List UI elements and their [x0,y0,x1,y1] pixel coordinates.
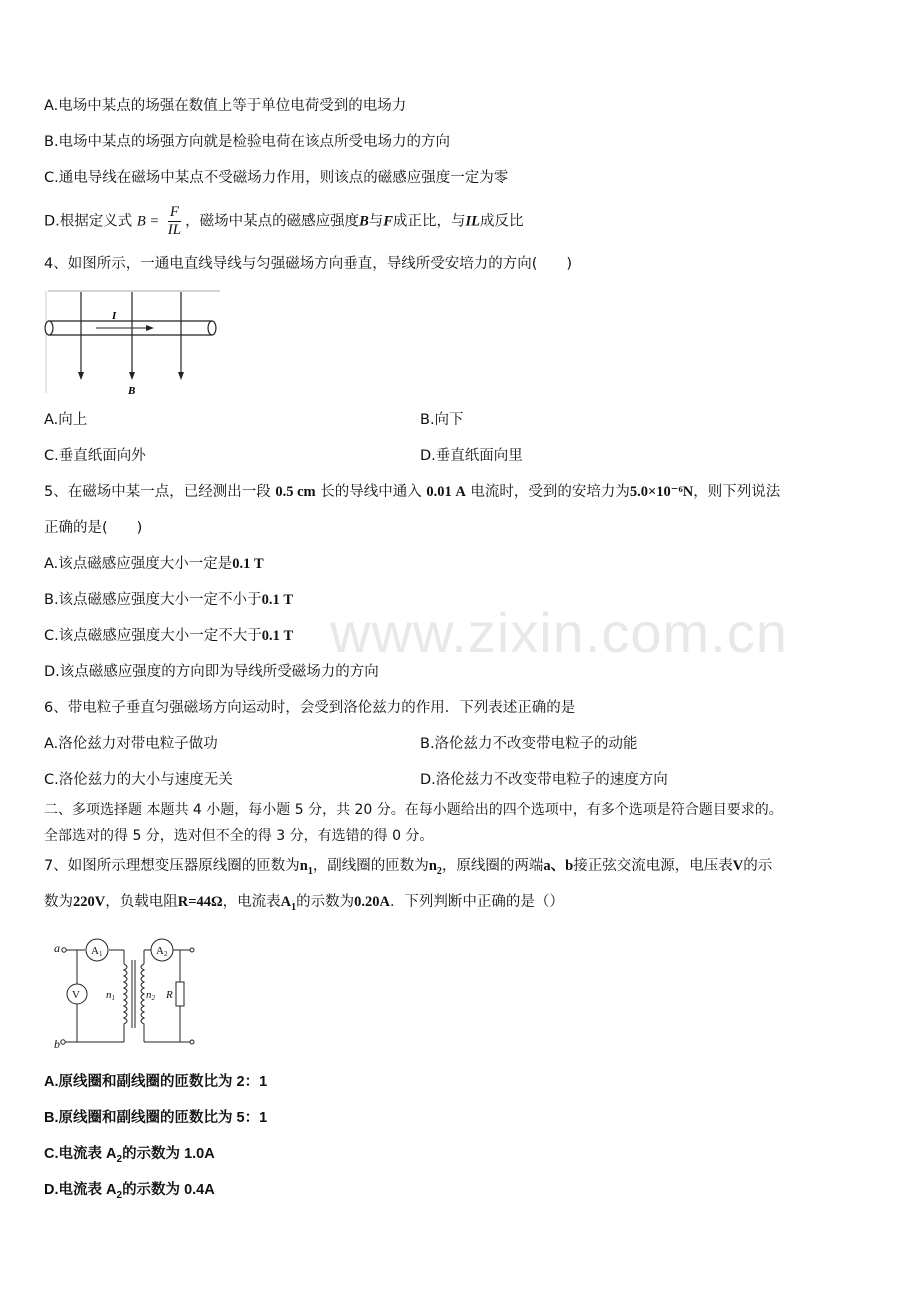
q5-option-d: D.该点磁感应强度的方向即为导线所受磁场力的方向 [44,664,379,680]
label-field: B [128,385,136,397]
q7-d-post: 的示数为 0.4A [122,1182,215,1198]
q7-option-a: A.原线圈和副线圈的匝数比为 2：1 [44,1074,268,1090]
q7-text: ，负载电阻 [105,894,178,910]
label-a2-sub: 2 [163,950,168,958]
q3-option-b: B.电场中某点的场强方向就是检验电荷在该点所受电场力的方向 [44,134,451,150]
q5-c-value: 0.1 T [261,628,294,644]
label-n1-letter: n [106,989,112,1001]
q7-text: 数为 [44,894,73,910]
q5-length: 0.5 cm [275,484,316,500]
q5-stem-line2: 正确的是( ) [44,520,143,536]
q5-a-value: 0.1 T [232,556,264,572]
q5-stem-text: 电流时，受到的安培力为 [470,484,630,500]
label-b: b [54,1037,60,1051]
label-n1 [106,989,115,1002]
q5-stem-text: 5、在磁场中某一点，已经测出一段 [44,484,271,500]
q4-option-b: B.向下 [420,412,464,428]
q7-option-c [44,1144,215,1170]
q7-n1-letter: n [299,858,308,874]
section2-heading-line2: 全部选对的得 5 分，选对但不全的得 3 分，有选错的得 0 分。 [44,828,434,844]
q4-option-c: C.垂直纸面向外 [44,448,146,464]
q3-d-mid1: ，磁场中某点的磁感应强度 [185,213,360,230]
q7-option-d [44,1180,215,1206]
q7-n1-sub: 1 [307,865,313,877]
label-n2-letter: n [146,989,152,1001]
q7-option-b: B.原线圈和副线圈的匝数比为 5：1 [44,1110,268,1126]
q7-v: V [732,858,744,874]
q7-text: ，副线圈的匝数为 [312,858,429,874]
q7-stem-line1 [44,856,772,882]
q7-text: ，原线圈的两端 [441,858,544,874]
q5-b-value: 0.1 T [261,592,293,608]
q5-force: 5.0×10⁻⁶N [629,484,694,500]
q7-d-sub: 2 [116,1189,123,1201]
q7-text: ．下列判断中正确的是（） [389,894,564,910]
label-current: I [112,310,117,322]
terminal-b [61,1040,65,1044]
q5-c-text: C.该点磁感应强度大小一定不大于 [44,628,262,644]
q4-stem: 4、如图所示，一通电直线导线与匀强磁场方向垂直，导线所受安培力的方向( ) [44,256,573,272]
q3-option-d [44,204,523,239]
q3-d-il: IL [465,213,480,230]
q7-c-post: 的示数为 1.0A [122,1146,215,1162]
q4-option-d: D.垂直纸面向里 [420,448,523,464]
q5-stem-text: 长的导线中通入 [320,484,422,500]
q3-d-prefix: D.根据定义式 [44,213,133,230]
q7-n2 [428,858,442,877]
q7-circuit-figure [52,930,202,1052]
label-a2-letter: A [156,945,164,957]
q7-c-sub: 2 [116,1153,123,1165]
q7-ab: a、b [543,858,574,874]
q3-d-mid2: 与 [368,213,384,230]
q7-resistance: R=44Ω [177,894,223,910]
q5-a-text: A.该点磁感应强度大小一定是 [44,556,233,572]
q3-option-a: A.电场中某点的场强在数值上等于单位电荷受到的电场力 [44,98,407,114]
fraction-denominator: IL [167,222,182,238]
q3-option-c: C.通电导线在磁场中某点不受磁场力作用，则该点的磁感应强度一定为零 [44,170,509,186]
q7-text: ，电流表 [222,894,281,910]
fraction-numerator: F [168,204,181,222]
label-n2 [146,989,156,1002]
q5-option-c [44,626,293,646]
q3-d-end: 成反比 [479,213,524,230]
q5-option-a [44,554,264,574]
label-a2 [156,945,168,958]
q3-d-mid3: 成正比，与 [392,213,466,230]
q7-a1-sub: 1 [291,901,297,913]
label-n1-sub: 1 [111,994,115,1002]
q5-option-b [44,590,293,610]
q5-b-text: B.该点磁感应强度大小一定不小于 [44,592,262,608]
q7-a1-letter: A [280,894,292,910]
label-v: V [72,989,80,1001]
q6-option-d: D.洛伦兹力不改变带电粒子的速度方向 [420,772,668,788]
label-a: a [54,941,60,955]
q7-a1 [280,894,297,913]
q5-current: 0.01 A [426,484,466,500]
q6-option-b: B.洛伦兹力不改变带电粒子的动能 [420,736,638,752]
q7-d-pre: D.电流表 A [44,1182,117,1198]
q7-stem-line2 [44,892,564,918]
q7-text: 的示数为 [296,894,355,910]
q7-current: 0.20A [354,894,390,910]
q3-d-f: F [383,213,393,230]
q5-stem-line1 [44,482,780,502]
q3-d-fraction [168,204,181,239]
label-a1 [91,945,103,958]
q3-d-formula-lhs: B = [136,213,160,230]
q4-option-a: A.向上 [44,412,88,428]
q7-voltage: 220V [73,894,106,910]
watermark: www.zixin.com.cn [330,601,788,664]
q7-n1 [299,858,313,877]
label-a1-sub: 1 [98,950,103,958]
label-r: R [166,989,173,1001]
section2-heading-line1: 二、多项选择题 本题共 4 小题，每小题 5 分，共 20 分。在每小题给出的四个选项中，有多个选项是符合题目要求的。 [44,802,783,818]
terminal-a [62,948,66,952]
q4-figure [44,288,224,398]
label-a1-letter: A [91,945,99,957]
q3-d-b: B [359,213,369,230]
q5-stem-text: ，则下列说法 [693,484,781,500]
q6-option-c: C.洛伦兹力的大小与速度无关 [44,772,233,788]
q7-n2-sub: 2 [436,865,442,877]
q6-option-a: A.洛伦兹力对带电粒子做功 [44,736,218,752]
q7-n2-letter: n [428,858,437,874]
q7-c-pre: C.电流表 A [44,1146,117,1162]
q7-text: 7、如图所示理想变压器原线圈的匝数为 [44,858,300,874]
label-n2-sub: 2 [151,994,155,1002]
q7-text: 接正弦交流电源，电压表 [573,858,733,874]
q6-stem: 6、带电粒子垂直匀强磁场方向运动时，会受到洛伦兹力的作用．下列表述正确的是 [44,700,576,716]
q7-text: 的示 [743,858,773,874]
